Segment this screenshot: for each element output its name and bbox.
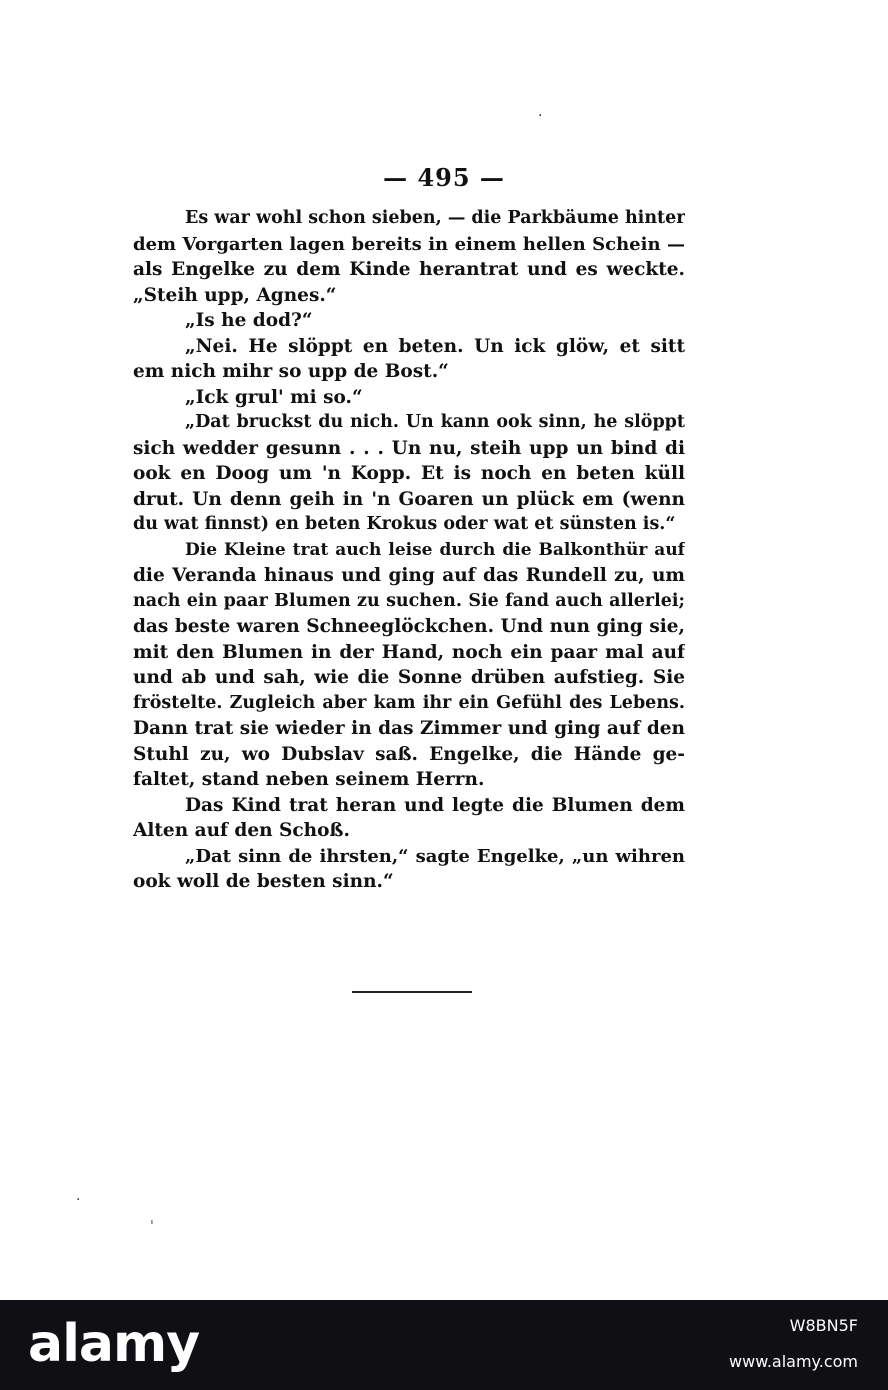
text-line: mit den Blumen in der Hand, noch ein paar mal auf — [133, 641, 685, 663]
text-line: Das Kind trat heran und legte die Blumen dem — [185, 794, 685, 816]
text-line: Alten auf den Schoß. — [133, 820, 350, 841]
page-number: — 495 — — [383, 163, 505, 192]
text-line: fröstelte. Zugleich aber kam ihr ein Gefühl des Lebens. — [133, 692, 685, 713]
watermark-bar — [0, 1300, 888, 1390]
text-line: ook en Doog um 'n Kopp. Et is noch en beten küll — [133, 463, 685, 484]
body-text — [133, 206, 685, 895]
image-id: W8BN5F — [789, 1316, 858, 1335]
text-line: „Nei. He slöppt en beten. Un ick glöw, et sitt — [185, 335, 685, 357]
text-line: „Is he dod?“ — [185, 310, 313, 331]
text-line: ook woll de besten sinn.“ — [133, 871, 394, 892]
text-line: „Ick grul' mi so.“ — [185, 386, 363, 408]
scan-speck: · — [538, 108, 543, 124]
text-line: „Steih upp, Agnes.“ — [133, 284, 337, 306]
text-line: „Dat bruckst du nich. Un kann ook sinn, he slöppt — [185, 412, 685, 432]
text-line: Stuhl zu, wo Dubslav saß. Engelke, die Hände ge- — [133, 743, 685, 765]
text-line: Es war wohl schon sieben, — die Parkbäume hinter — [185, 208, 685, 228]
text-line: du wat finnst) en beten Krokus oder wat et sünsten is.“ — [133, 514, 676, 534]
watermark-url: www.alamy.com — [729, 1352, 858, 1371]
text-line: faltet, stand neben seinem Herrn. — [133, 769, 485, 790]
text-line: dem Vorgarten lagen bereits in einem hellen Schein — — [133, 233, 685, 255]
text-line: die Veranda hinaus und ging auf das Rundell zu, um — [133, 565, 685, 586]
text-line: em nich mihr so upp de Bost.“ — [133, 361, 449, 382]
text-line: das beste waren Schneeglöckchen. Und nun ging sie, — [133, 616, 685, 637]
alamy-logo: alamy — [28, 1314, 200, 1374]
text-line: Die Kleine trat auch leise durch die Balkonthür auf — [185, 539, 685, 560]
end-rule — [352, 991, 472, 993]
text-line: nach ein paar Blumen zu suchen. Sie fand auch allerlei; — [133, 590, 685, 611]
text-line: sich wedder gesunn . . . Un nu, steih upp un bind di — [133, 437, 685, 459]
text-line: drut. Un denn geih in 'n Goaren un plück em (wenn — [133, 488, 685, 510]
text-line: „Dat sinn de ihrsten,“ sagte Engelke, „un wihren — [185, 845, 685, 867]
text-line: Dann trat sie wieder in das Zimmer und ging auf den — [133, 718, 685, 739]
text-line: und ab und sah, wie die Sonne drüben aufstieg. Sie — [133, 667, 685, 688]
text-line: als Engelke zu dem Kinde herantrat und es weckte. — [133, 259, 685, 280]
scan-speck: ˌ — [150, 1210, 154, 1226]
scan-speck: · — [76, 1192, 81, 1208]
